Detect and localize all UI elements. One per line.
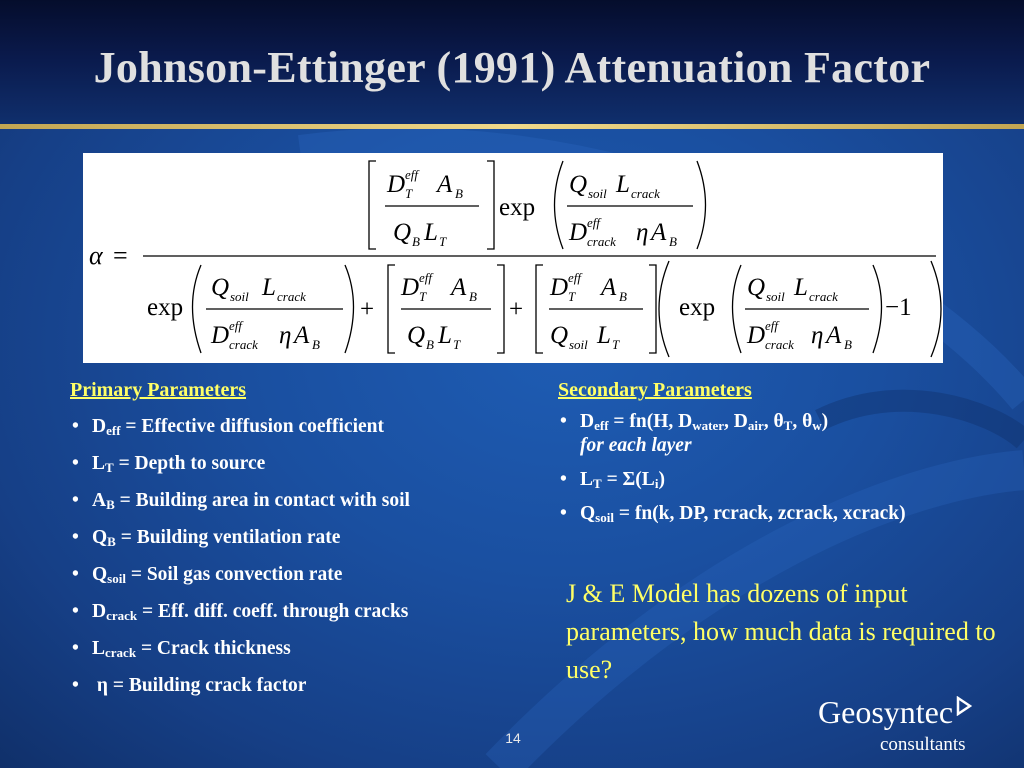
param-symbol: L	[92, 638, 106, 659]
formula-superscript: eff	[229, 318, 242, 333]
param-description: = Building crack factor	[107, 675, 307, 696]
formula-subscript: B	[469, 289, 477, 304]
formula-subscript: soil	[569, 337, 588, 352]
formula-symbol: L	[438, 322, 452, 349]
formula-symbol: D	[401, 274, 420, 301]
formula-exp: exp	[679, 294, 716, 321]
param-subscript: T	[105, 460, 114, 475]
formula-superscript: eff	[587, 215, 600, 230]
param-text: )	[658, 469, 665, 490]
param-symbol: A	[92, 490, 107, 511]
formula-subscript: T	[568, 289, 576, 304]
formula-subscript: T	[453, 337, 461, 352]
callout-note: J & E Model has dozens of input parameters, how much data is required to use?	[566, 579, 996, 684]
param-subscript: T	[593, 476, 602, 491]
list-item	[70, 489, 540, 513]
company-logo	[818, 694, 1018, 755]
param-symbol: η	[96, 675, 108, 696]
formula-panel	[83, 153, 943, 363]
param-description: = Soil gas convection rate	[125, 564, 343, 585]
page-number: 14	[505, 730, 521, 746]
param-symbol: L	[580, 469, 594, 490]
bullet-icon: •	[72, 453, 79, 474]
formula-symbol: D	[387, 171, 406, 198]
param-text: = fn(H, D	[608, 411, 693, 432]
formula-subscript: T	[439, 234, 447, 249]
formula-symbol: A	[651, 219, 667, 246]
formula-subscript: T	[405, 186, 413, 201]
param-text: = Σ(L	[601, 469, 655, 490]
logo-subtitle: consultants	[880, 734, 966, 755]
param-subscript: T	[783, 418, 793, 433]
formula-symbol: L	[616, 171, 630, 198]
param-subscript: w	[812, 418, 822, 433]
formula-subscript: T	[612, 337, 620, 352]
formula-symbol: L	[262, 274, 276, 301]
param-description: = Crack thickness	[136, 638, 291, 659]
param-symbol: D	[580, 411, 595, 432]
formula-symbol: A	[601, 274, 617, 301]
param-note: for each layer	[580, 435, 692, 456]
formula-minus-one: −1	[885, 294, 912, 321]
formula-symbol: η	[279, 322, 292, 349]
param-subscript: crack	[105, 645, 137, 660]
formula-symbol: A	[451, 274, 467, 301]
param-description: = Building area in contact with soil	[114, 490, 410, 511]
formula-subscript: crack	[809, 289, 838, 304]
primary-parameters-heading: Primary Parameters	[70, 379, 247, 401]
primary-parameters-list	[70, 415, 540, 711]
formula-symbol: Q	[393, 219, 412, 246]
formula-subscript: B	[426, 337, 434, 352]
list-item	[70, 415, 540, 439]
formula-subscript: B	[412, 234, 420, 249]
formula-symbol: η	[811, 322, 824, 349]
formula-plus: +	[360, 296, 375, 323]
param-description: = Eff. diff. coeff. through cracks	[137, 601, 409, 622]
list-item	[558, 410, 978, 458]
formula-superscript: eff	[765, 318, 778, 333]
list-item	[70, 674, 540, 698]
formula-symbol: L	[424, 219, 438, 246]
formula-subscript: B	[844, 337, 852, 352]
bullet-icon: •	[72, 527, 79, 548]
param-subscript: soil	[595, 510, 614, 525]
param-subscript: air	[747, 418, 764, 433]
list-item	[558, 468, 978, 492]
formula-subscript: crack	[587, 234, 616, 249]
param-text: = fn(k, DP, rcrack, zcrack, xcrack)	[613, 503, 906, 524]
formula-subscript: crack	[765, 337, 794, 352]
formula-subscript: B	[669, 234, 677, 249]
bullet-icon: •	[560, 411, 567, 432]
list-item	[70, 600, 540, 624]
formula-subscript: crack	[277, 289, 306, 304]
formula-symbol: Q	[569, 171, 588, 198]
formula-subscript: T	[419, 289, 427, 304]
formula-plus: +	[509, 296, 524, 323]
bullet-icon: •	[72, 564, 79, 585]
play-triangle-icon	[956, 696, 972, 721]
formula-subscript: crack	[229, 337, 258, 352]
formula-subscript: crack	[631, 186, 660, 201]
param-symbol: D	[92, 416, 107, 437]
param-symbol: L	[92, 453, 106, 474]
formula-symbol: L	[597, 322, 611, 349]
param-description: = Building ventilation rate	[115, 527, 341, 548]
attenuation-formula	[83, 153, 943, 363]
bullet-icon: •	[72, 416, 79, 437]
formula-symbol: A	[437, 171, 453, 198]
list-item	[70, 563, 540, 587]
list-item	[70, 526, 540, 550]
formula-symbol: D	[211, 322, 230, 349]
formula-symbol: D	[747, 322, 766, 349]
secondary-parameters-list	[558, 410, 978, 536]
formula-exp: exp	[499, 194, 536, 221]
param-subscript: crack	[106, 608, 138, 623]
formula-subscript: B	[312, 337, 320, 352]
param-subscript: soil	[107, 571, 126, 586]
list-item	[70, 452, 540, 476]
param-symbol: Q	[92, 527, 108, 548]
formula-symbol: A	[826, 322, 842, 349]
formula-symbol: D	[550, 274, 569, 301]
param-text: )	[821, 411, 829, 432]
param-subscript: water	[692, 418, 724, 433]
formula-subscript: soil	[588, 186, 607, 201]
bullet-icon: •	[72, 490, 79, 511]
param-subscript: eff	[594, 418, 609, 433]
formula-subscript: soil	[230, 289, 249, 304]
formula-equals: =	[113, 241, 128, 270]
formula-alpha: α	[89, 241, 103, 270]
title-divider	[0, 124, 1024, 129]
formula-symbol: Q	[747, 274, 766, 301]
param-symbol: Q	[580, 503, 596, 524]
param-text: , D	[724, 411, 748, 432]
formula-symbol: Q	[211, 274, 230, 301]
param-symbol: D	[92, 601, 107, 622]
list-item	[558, 502, 978, 526]
param-description: = Effective diffusion coefficient	[120, 416, 384, 437]
formula-symbol: η	[636, 219, 649, 246]
bullet-icon: •	[560, 469, 567, 490]
formula-subscript: B	[455, 186, 463, 201]
formula-symbol: D	[569, 219, 588, 246]
bullet-icon: •	[72, 675, 79, 696]
formula-exp: exp	[147, 294, 184, 321]
param-subscript: eff	[106, 423, 121, 438]
formula-superscript: eff	[568, 270, 581, 285]
formula-symbol: Q	[407, 322, 426, 349]
param-subscript: B	[107, 534, 116, 549]
param-description: = Depth to source	[113, 453, 266, 474]
bullet-icon: •	[72, 638, 79, 659]
secondary-parameters-heading: Secondary Parameters	[558, 379, 752, 401]
logo-wordmark: Geosyntec	[818, 694, 954, 730]
formula-superscript: eff	[405, 167, 418, 182]
list-item	[70, 637, 540, 661]
param-text: , θ	[792, 411, 813, 432]
param-subscript: B	[106, 497, 115, 512]
formula-symbol: Q	[550, 322, 569, 349]
bullet-icon: •	[560, 503, 567, 524]
formula-symbol: A	[294, 322, 310, 349]
formula-subscript: B	[619, 289, 627, 304]
param-subscript: i	[654, 476, 659, 491]
param-symbol: Q	[92, 564, 108, 585]
param-text: , θ	[763, 411, 784, 432]
bullet-icon: •	[72, 601, 79, 622]
formula-subscript: soil	[766, 289, 785, 304]
formula-symbol: L	[794, 274, 808, 301]
formula-superscript: eff	[419, 270, 432, 285]
slide-title: Johnson-Ettinger (1991) Attenuation Factor	[93, 43, 931, 92]
